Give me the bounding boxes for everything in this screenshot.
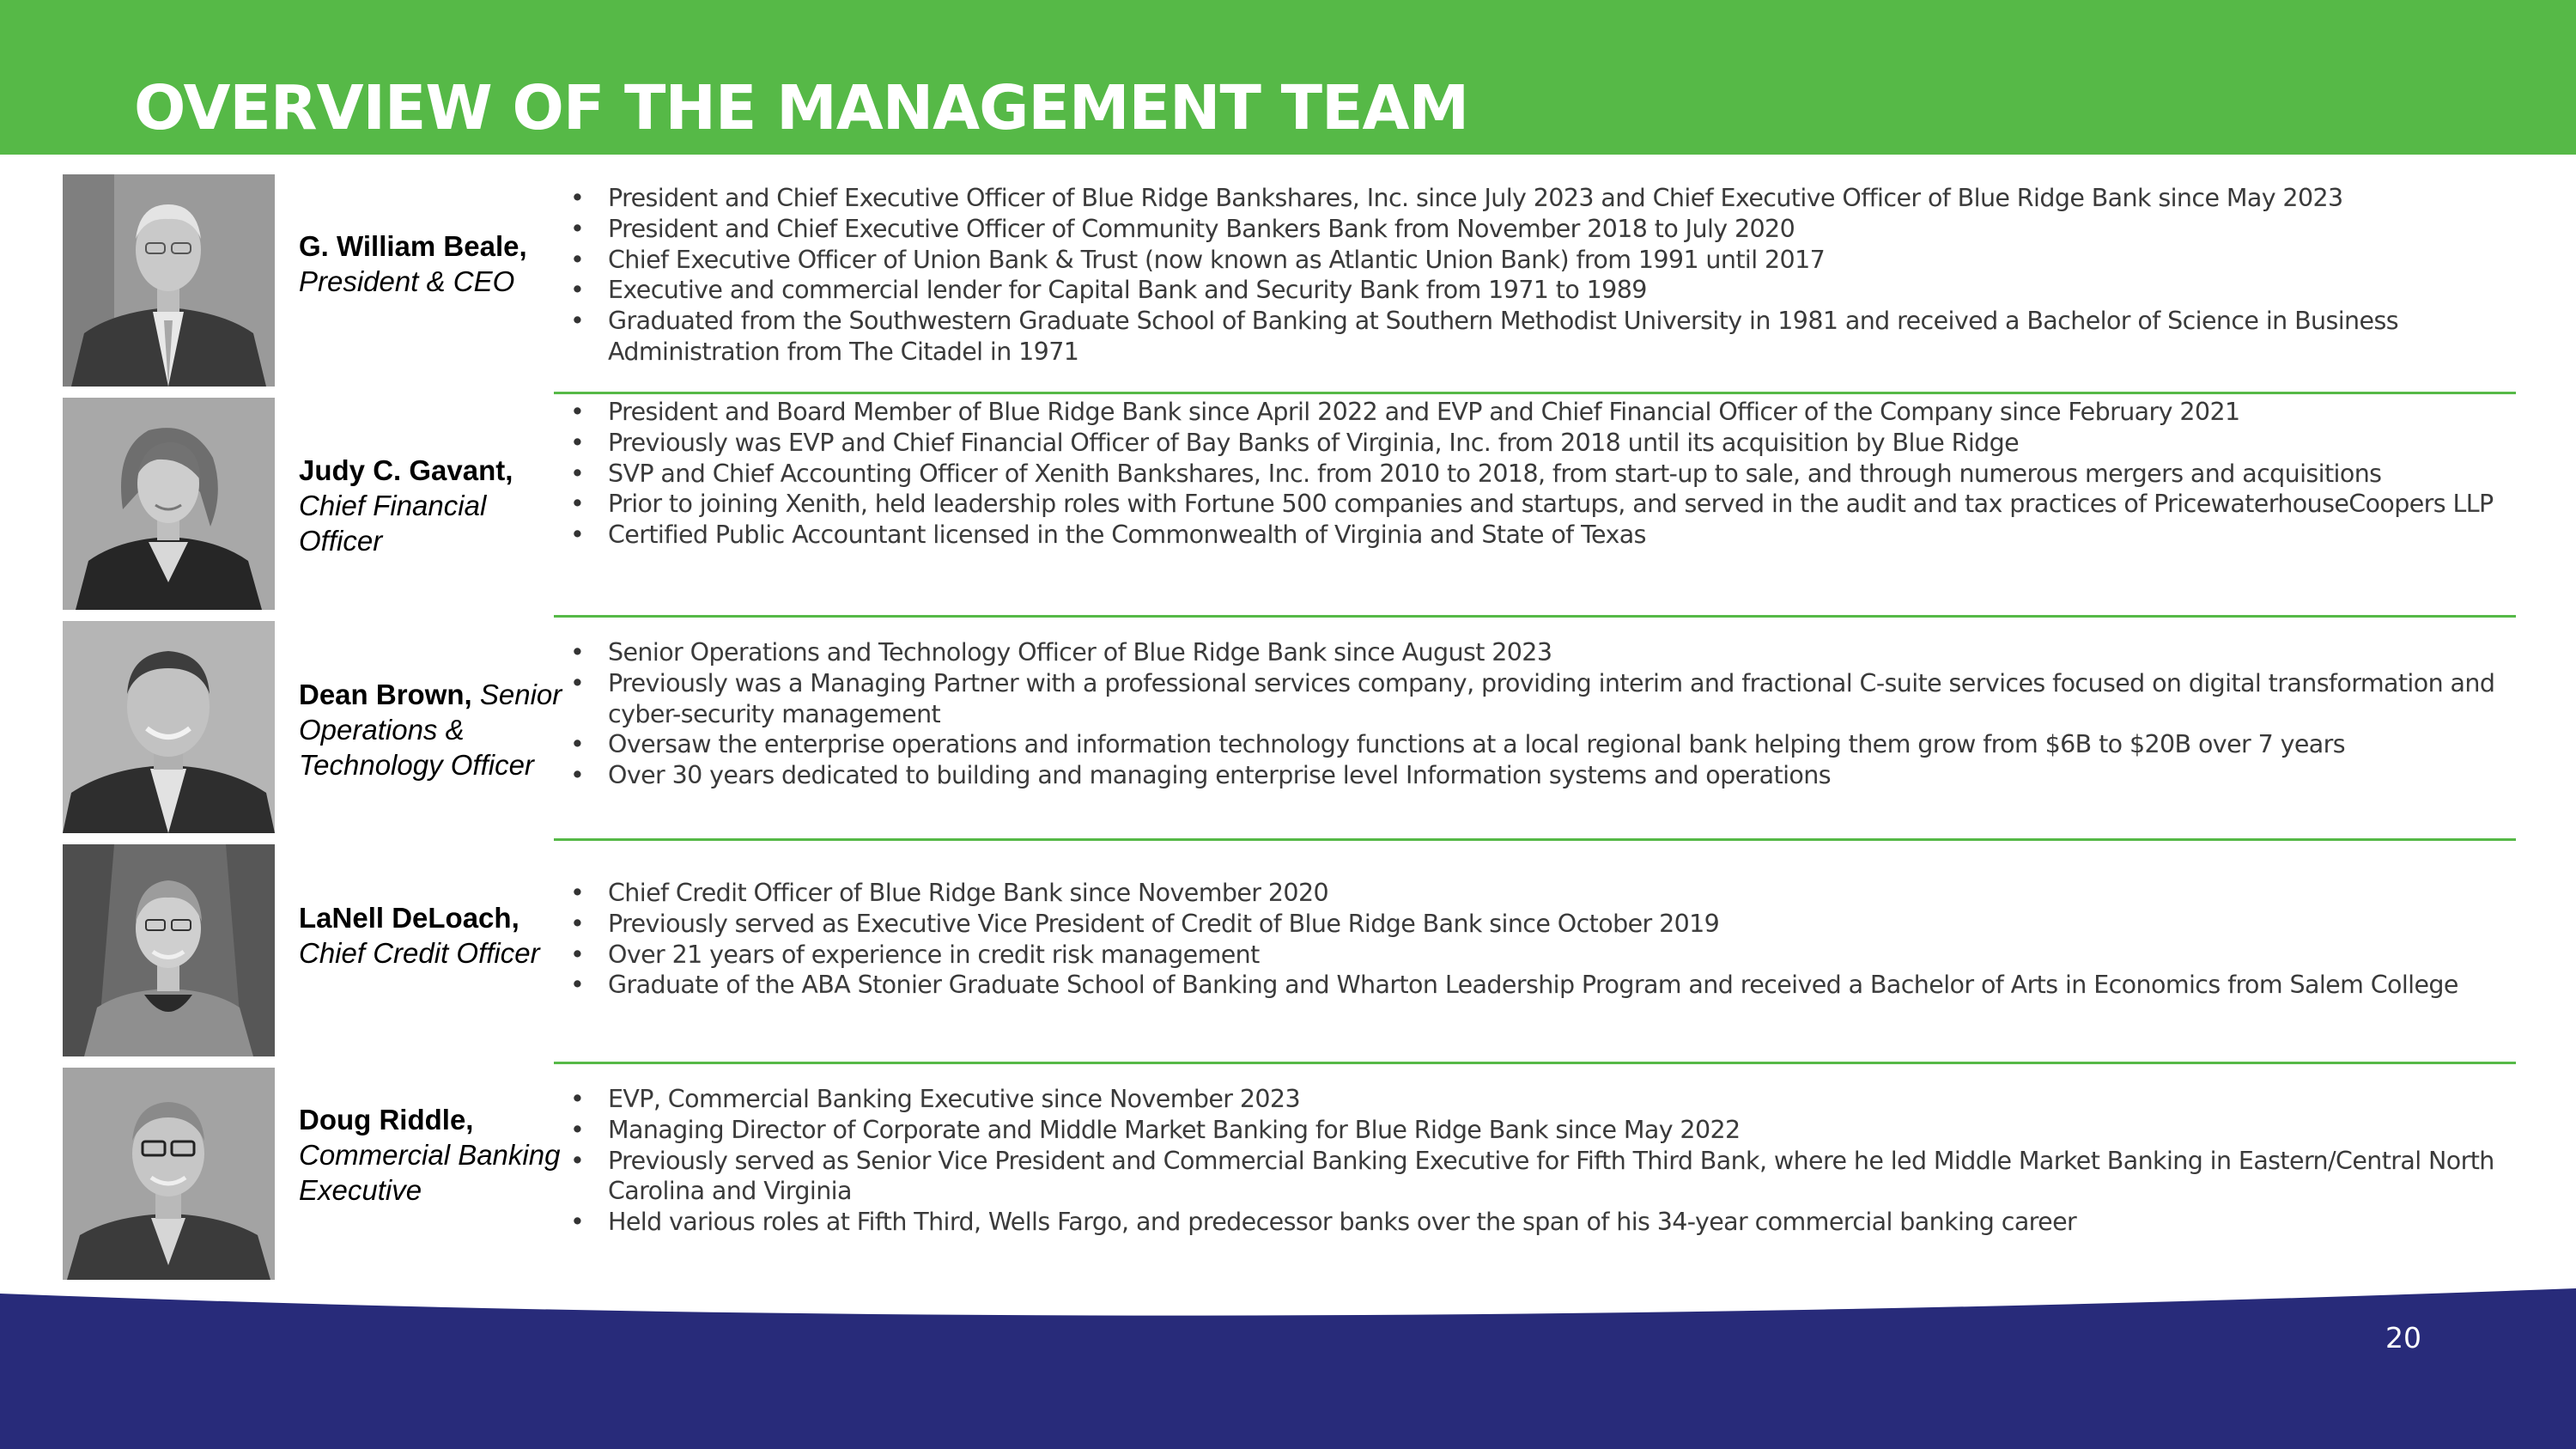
headshot-photo (63, 1068, 275, 1280)
bio-bullet-list (558, 878, 2533, 1001)
bio-bullet: • Graduate of the ABA Stonier Graduate School of Banking and Wharton Leadership Program and received a Bachelor of Arts in Economics from Salem College (558, 970, 2533, 1001)
member-role: Commercial Banking Executive (299, 1139, 561, 1206)
member-name-block (299, 900, 574, 971)
headshot-photo (63, 844, 275, 1056)
person-portrait-icon (63, 1068, 275, 1280)
bio-bullet: • Held various roles at Fifth Third, Wells Fargo, and predecessor banks over the span of his 34-year commercial banking career (558, 1207, 2533, 1238)
member-name: G. William Beale, (299, 230, 527, 262)
member-role: Chief Credit Officer (299, 937, 540, 969)
row-divider (554, 1062, 2516, 1064)
member-role: Chief Financial Officer (299, 490, 487, 557)
bio-bullet: • Senior Operations and Technology Officer of Blue Ridge Bank since August 2023 (558, 637, 2533, 668)
bio-bullet: • EVP, Commercial Banking Executive since November 2023 (558, 1084, 2533, 1115)
row-divider (554, 392, 2516, 394)
row-divider (554, 615, 2516, 618)
footer-wave-band (0, 1288, 2576, 1449)
row-divider (554, 838, 2516, 841)
member-role: President & CEO (299, 265, 515, 297)
bio-bullet: • Over 21 years of experience in credit risk management (558, 940, 2533, 971)
bio-bullet: • Over 30 years dedicated to building and managing enterprise level Information systems and operations (558, 760, 2533, 791)
bio-bullet: • President and Board Member of Blue Ridge Bank since April 2022 and EVP and Chief Financial Officer of the Company since February 2021 (558, 397, 2533, 428)
member-name-block (299, 228, 574, 299)
member-name-block (299, 1102, 574, 1208)
headshot-photo (63, 621, 275, 833)
person-portrait-icon (63, 844, 275, 1056)
headshot-photo (63, 398, 275, 610)
bio-bullet-list (558, 397, 2533, 551)
bio-bullet: • Oversaw the enterprise operations and information technology functions at a local regional bank helping them grow from $6B to $20B over 7 years (558, 729, 2533, 760)
page-number: 20 (2385, 1321, 2421, 1355)
bio-bullet-list (558, 637, 2533, 791)
bio-bullet: • Previously was EVP and Chief Financial Officer of Bay Banks of Virginia, Inc. from 2018 until its acquisition by Blue Ridge (558, 428, 2533, 459)
bio-bullet-list (558, 183, 2533, 368)
person-portrait-icon (63, 621, 275, 833)
member-role: Senior Operations & Technology Officer (299, 679, 562, 781)
member-name: LaNell DeLoach, (299, 902, 519, 934)
page-title: OVERVIEW OF THE MANAGEMENT TEAM (134, 72, 1469, 143)
bio-bullet: • President and Chief Executive Officer of Blue Ridge Bankshares, Inc. since July 2023 and Chief Executive Officer of Blue Ridge Bank since May 2023 (558, 183, 2533, 214)
bio-bullet-list (558, 1084, 2533, 1238)
bio-bullet: • Prior to joining Xenith, held leadership roles with Fortune 500 companies and startups, and served in the audit and tax practices of PricewaterhouseCoopers LLP (558, 489, 2533, 520)
bio-bullet: • Previously was a Managing Partner with a professional services company, providing interim and fractional C-suite services focused on digital transformation and cyber-security management (558, 668, 2533, 730)
bio-bullet: • Previously served as Senior Vice President and Commercial Banking Executive for Fifth Third Bank, where he led Middle Market Banking in Eastern/Central North Carolina and Virginia (558, 1146, 2533, 1208)
bio-bullet: • Graduated from the Southwestern Graduate School of Banking at Southern Methodist University in 1981 and received a Bachelor of Science in Business Administration from The Citadel in 1971 (558, 306, 2533, 368)
bio-bullet: • Managing Director of Corporate and Middle Market Banking for Blue Ridge Bank since May 2022 (558, 1115, 2533, 1146)
bio-bullet: • President and Chief Executive Officer of Community Bankers Bank from November 2018 to July 2020 (558, 214, 2533, 245)
bio-bullet: • Executive and commercial lender for Capital Bank and Security Bank from 1971 to 1989 (558, 275, 2533, 306)
member-name: Doug Riddle, (299, 1104, 474, 1135)
member-name: Judy C. Gavant, (299, 454, 513, 486)
bio-bullet: • Previously served as Executive Vice President of Credit of Blue Ridge Bank since October 2019 (558, 909, 2533, 940)
bio-bullet: • Chief Executive Officer of Union Bank & Trust (now known as Atlantic Union Bank) from 1991 until 2017 (558, 245, 2533, 276)
member-name-block (299, 453, 574, 558)
person-portrait-icon (63, 174, 275, 387)
bio-bullet: • Certified Public Accountant licensed in the Commonwealth of Virginia and State of Texas (558, 520, 2533, 551)
bio-bullet: • SVP and Chief Accounting Officer of Xenith Bankshares, Inc. from 2010 to 2018, from start-up to sale, and through numerous mergers and acquisitions (558, 459, 2533, 490)
person-portrait-icon (63, 398, 275, 610)
bio-bullet: • Chief Credit Officer of Blue Ridge Bank since November 2020 (558, 878, 2533, 909)
member-name-block (299, 677, 574, 782)
member-name: Dean Brown, (299, 679, 472, 710)
headshot-photo (63, 174, 275, 387)
